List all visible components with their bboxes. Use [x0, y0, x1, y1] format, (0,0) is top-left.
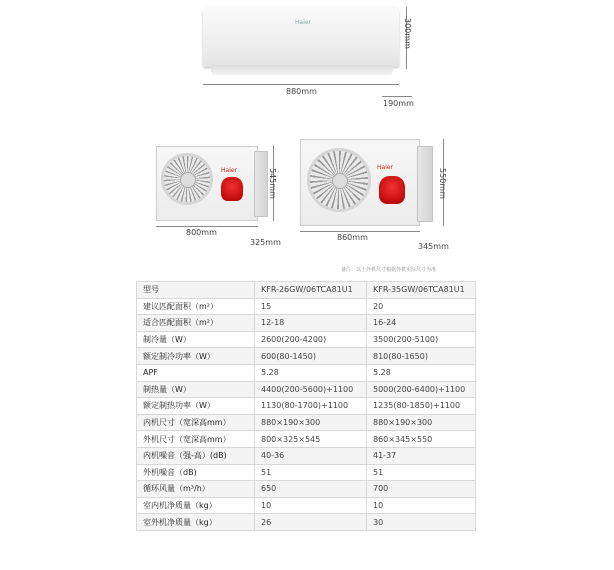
- table-row: [137, 315, 476, 332]
- spec-value-26gw-cell: 12-18: [255, 315, 367, 332]
- outdoor-unit-small-image: [156, 146, 258, 221]
- spec-value-26gw-cell: 15: [255, 298, 367, 315]
- spec-value-26gw-cell: 600(80-1450): [255, 348, 367, 365]
- outdoor-small-fan: [161, 153, 213, 205]
- outdoor-small-height-label: 545mm: [268, 168, 277, 199]
- spec-value-35gw-cell: 860×345×550: [367, 431, 476, 448]
- spec-value-26gw-cell: 26: [255, 514, 367, 531]
- spec-value-35gw-cell: 1235(80-1850)+1100: [367, 398, 476, 415]
- table-row: [137, 348, 476, 365]
- outdoor-small-width-line: [156, 226, 258, 227]
- spec-value-26gw-cell: 4400(200-5600)+1100: [255, 381, 367, 398]
- spec-label-cell: 外机尺寸（宽深高mm）: [137, 431, 255, 448]
- table-row: [137, 514, 476, 531]
- outdoor-small-width-label: 800mm: [186, 228, 217, 237]
- spec-value-26gw-cell: 5.28: [255, 364, 367, 381]
- spec-label-cell: APF: [137, 364, 255, 381]
- outdoor-unit-large-image: [300, 139, 420, 226]
- spec-value-26gw-cell: 1130(80-1700)+1100: [255, 398, 367, 415]
- spec-value-26gw-cell: 880×190×300: [255, 414, 367, 431]
- spec-label-cell: 型号: [137, 282, 255, 299]
- outdoor-small-mascot: [221, 177, 243, 201]
- outdoor-small-side: [254, 151, 268, 217]
- outdoor-large-side: [417, 146, 433, 222]
- spec-label-cell: 循环风量（m³/h）: [137, 481, 255, 498]
- outdoor-large-depth-label: 345mm: [418, 242, 449, 251]
- spec-label-cell: 额定制热功率（W）: [137, 398, 255, 415]
- spec-label-cell: 建议匹配面积（m²）: [137, 298, 255, 315]
- outdoor-small-depth-label: 325mm: [250, 238, 281, 247]
- spec-label-cell: 室外机净质量（kg）: [137, 514, 255, 531]
- spec-value-35gw-cell: 700: [367, 481, 476, 498]
- table-row: [137, 282, 476, 299]
- spec-value-35gw-cell: 16-24: [367, 315, 476, 332]
- spec-table: [136, 281, 476, 531]
- table-row: [137, 447, 476, 464]
- indoor-width-label: 880mm: [286, 87, 317, 96]
- table-row: [137, 481, 476, 498]
- spec-value-26gw-cell: 40-36: [255, 447, 367, 464]
- outdoor-large-mascot: [379, 176, 405, 204]
- spec-value-26gw-cell: 51: [255, 464, 367, 481]
- table-row: [137, 398, 476, 415]
- spec-label-cell: 室内机净质量（kg）: [137, 497, 255, 514]
- table-row: [137, 331, 476, 348]
- spec-label-cell: 制热量（W）: [137, 381, 255, 398]
- spec-value-35gw-cell: 5.28: [367, 364, 476, 381]
- table-row: [137, 298, 476, 315]
- spec-value-35gw-cell: 10: [367, 497, 476, 514]
- spec-value-35gw-cell: KFR-35GW/06TCA81U1: [367, 282, 476, 299]
- outdoor-large-fan: [307, 148, 371, 212]
- spec-value-35gw-cell: 3500(200-5100): [367, 331, 476, 348]
- spec-value-35gw-cell: 810(80-1650): [367, 348, 476, 365]
- spec-value-35gw-cell: 5000(200-6400)+1100: [367, 381, 476, 398]
- indoor-height-label: 300mm: [403, 18, 412, 49]
- spec-label-cell: 适合匹配面积（m²）: [137, 315, 255, 332]
- spec-label-cell: 额定制冷功率（W）: [137, 348, 255, 365]
- spec-label-cell: 内机尺寸（宽深高mm）: [137, 414, 255, 431]
- spec-value-26gw-cell: 2600(200-4200): [255, 331, 367, 348]
- table-row: [137, 431, 476, 448]
- table-row: [137, 414, 476, 431]
- table-row: [137, 381, 476, 398]
- spec-value-35gw-cell: 30: [367, 514, 476, 531]
- outdoor-small-logo: Haier: [221, 167, 238, 174]
- indoor-depth-line: [382, 96, 412, 97]
- spec-value-26gw-cell: 800×325×545: [255, 431, 367, 448]
- table-row: [137, 364, 476, 381]
- outdoor-large-height-label: 550mm: [438, 168, 447, 199]
- indoor-unit-louver: [211, 65, 393, 75]
- footnote: 备注：以上外机尺寸根据外机实际尺寸为准: [341, 267, 437, 273]
- indoor-unit-body: [203, 7, 399, 67]
- indoor-unit-image: [203, 7, 399, 77]
- outdoor-large-logo: Haier: [377, 164, 394, 171]
- spec-label-cell: 内机噪音（强-高）(dB): [137, 447, 255, 464]
- spec-value-35gw-cell: 51: [367, 464, 476, 481]
- spec-value-26gw-cell: KFR-26GW/06TCA81U1: [255, 282, 367, 299]
- spec-value-35gw-cell: 41-37: [367, 447, 476, 464]
- spec-label-cell: 外机噪音（dB): [137, 464, 255, 481]
- spec-value-26gw-cell: 10: [255, 497, 367, 514]
- outdoor-large-width-line: [300, 231, 420, 232]
- table-row: [137, 497, 476, 514]
- spec-label-cell: 制冷量（W）: [137, 331, 255, 348]
- spec-value-35gw-cell: 20: [367, 298, 476, 315]
- outdoor-large-width-label: 860mm: [337, 233, 368, 242]
- indoor-depth-label: 190mm: [383, 99, 414, 108]
- indoor-unit-logo: Haier: [295, 19, 312, 26]
- indoor-width-line: [203, 84, 399, 85]
- spec-value-35gw-cell: 880×190×300: [367, 414, 476, 431]
- spec-value-26gw-cell: 650: [255, 481, 367, 498]
- table-row: [137, 464, 476, 481]
